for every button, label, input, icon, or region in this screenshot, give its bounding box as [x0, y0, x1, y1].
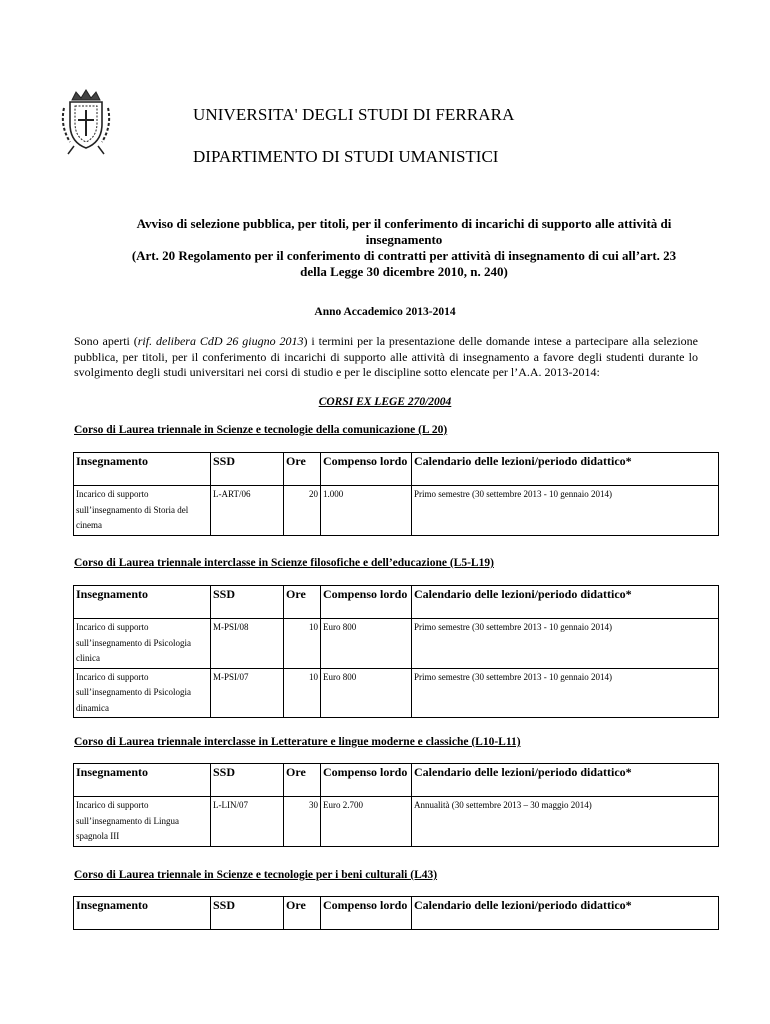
cell-compenso: 1.000 [321, 486, 412, 536]
table-row [74, 619, 719, 669]
intro-paragraph [74, 334, 698, 381]
cell-calendario: Primo semestre (30 settembre 2013 - 10 gennaio 2014) [412, 619, 719, 669]
cell-ore: 10 [284, 619, 321, 669]
course-table [73, 896, 719, 930]
title-line-1: Avviso di selezione pubblica, per titoli, per il conferimento di incarichi di supporto alle attività di [136, 216, 672, 231]
header-ssd: SSD [211, 453, 284, 486]
title-line-4: della Legge 30 dicembre 2010, n. 240) [300, 264, 508, 279]
header-ore: Ore [284, 453, 321, 486]
header-ore: Ore [284, 586, 321, 619]
header-insegnamento: Insegnamento [74, 897, 211, 930]
notice-title [60, 216, 748, 280]
header-calendario: Calendario delle lezioni/periodo didattico* [412, 764, 719, 797]
cell-ssd: M-PSI/08 [211, 619, 284, 669]
course-title: Corso di Laurea triennale in Scienze e tecnologie per i beni culturali (L43) [74, 869, 438, 881]
cell-compenso: Euro 800 [321, 668, 412, 718]
header-ssd: SSD [211, 586, 284, 619]
header-insegnamento: Insegnamento [74, 586, 211, 619]
header-compenso: Compenso lordo [321, 586, 412, 619]
cell-calendario: Annualità (30 settembre 2013 – 30 maggio 2014) [412, 797, 719, 847]
cell-insegnamento: Incarico di supporto sull’insegnamento di Storia del cinema [74, 486, 211, 536]
table-row [74, 797, 719, 847]
title-line-3: (Art. 20 Regolamento per il conferimento di contratti per attività di insegnamento di cui all’art. 23 [131, 248, 677, 263]
university-crest-logo [58, 86, 114, 156]
header-calendario: Calendario delle lezioni/periodo didattico* [412, 586, 719, 619]
cell-compenso: Euro 800 [321, 619, 412, 669]
header-compenso: Compenso lordo [321, 764, 412, 797]
header-ssd: SSD [211, 764, 284, 797]
university-name: UNIVERSITA' DEGLI STUDI DI FERRARA [193, 105, 515, 124]
table-header-row [74, 586, 719, 619]
academic-year: Anno Accademico 2013-2014 [314, 306, 456, 318]
header-ore: Ore [284, 897, 321, 930]
course-title: Corso di Laurea triennale interclasse in Letterature e lingue moderne e classiche (L10-L11) [74, 736, 521, 748]
header-calendario: Calendario delle lezioni/periodo didattico* [412, 897, 719, 930]
course-table [73, 452, 719, 536]
header-insegnamento: Insegnamento [74, 453, 211, 486]
cell-ssd: L-LIN/07 [211, 797, 284, 847]
department-name: DIPARTIMENTO DI STUDI UMANISTICI [193, 147, 499, 166]
cell-ore: 20 [284, 486, 321, 536]
table-row [74, 668, 719, 718]
title-line-2: insegnamento [365, 232, 443, 247]
intro-pre: Sono aperti ( [74, 334, 138, 348]
course-table [73, 763, 719, 847]
table-header-row [74, 453, 719, 486]
header-ore: Ore [284, 764, 321, 797]
intro-reference: rif. delibera CdD 26 giugno 2013 [137, 334, 304, 348]
corsi-heading: CORSI EX LEGE 270/2004 [318, 396, 452, 408]
course-title: Corso di Laurea triennale in Scienze e tecnologie della comunicazione (L 20) [74, 424, 448, 436]
intro-post: ) i termini per la presentazione delle domande intese a partecipare alla selezione pubblica, per titoli, per il conferimento di incarichi di supporto alle attività di insegnamento a favore degli studenti durante lo svolgimento degli studi universitari nei corsi di studio e per le discipline sotto elencate per l’A.A. 2013-2014: [74, 334, 698, 379]
course-table [73, 585, 719, 718]
cell-ssd: M-PSI/07 [211, 668, 284, 718]
table-header-row [74, 764, 719, 797]
cell-insegnamento: Incarico di supporto sull’insegnamento di Psicologia clinica [74, 619, 211, 669]
table-row [74, 486, 719, 536]
cell-insegnamento: Incarico di supporto sull’insegnamento di Psicologia dinamica [74, 668, 211, 718]
cell-ssd: L-ART/06 [211, 486, 284, 536]
cell-calendario: Primo semestre (30 settembre 2013 - 10 gennaio 2014) [412, 668, 719, 718]
cell-ore: 30 [284, 797, 321, 847]
header-compenso: Compenso lordo [321, 453, 412, 486]
header-calendario: Calendario delle lezioni/periodo didattico* [412, 453, 719, 486]
header-ssd: SSD [211, 897, 284, 930]
course-title: Corso di Laurea triennale interclasse in Scienze filosofiche e dell’educazione (L5-L19) [74, 557, 494, 569]
cell-compenso: Euro 2.700 [321, 797, 412, 847]
table-header-row [74, 897, 719, 930]
header-compenso: Compenso lordo [321, 897, 412, 930]
cell-insegnamento: Incarico di supporto sull’insegnamento di Lingua spagnola III [74, 797, 211, 847]
header-insegnamento: Insegnamento [74, 764, 211, 797]
cell-calendario: Primo semestre (30 settembre 2013 - 10 gennaio 2014) [412, 486, 719, 536]
cell-ore: 10 [284, 668, 321, 718]
